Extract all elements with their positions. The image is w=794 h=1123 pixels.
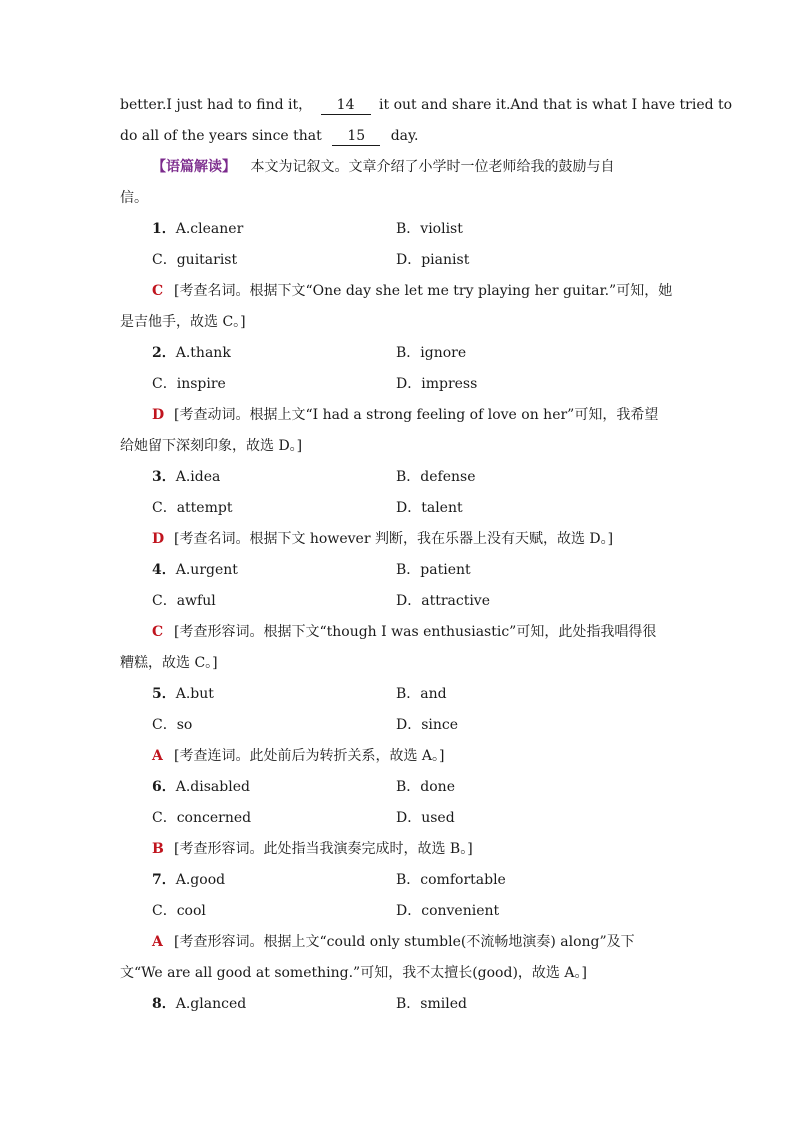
option-b: B．comfortable (396, 872, 506, 888)
passage-text: better.I just had to find it， (120, 97, 313, 113)
option-d: D．pianist (396, 252, 470, 268)
question-list (120, 214, 674, 989)
question-number: 4． (152, 562, 176, 578)
question-5-row-ab (120, 679, 674, 710)
blank-14: 14 (321, 96, 371, 115)
option-b: B．defense (396, 469, 476, 485)
explanation-line (120, 927, 674, 958)
option-a: 2．A.thank (152, 345, 231, 361)
option-b: B．smiled (396, 996, 467, 1012)
option-b: B．violist (396, 221, 463, 237)
explanation-line-continued (120, 431, 674, 462)
option-c: C．cool (152, 903, 206, 919)
question-4-row-ab (120, 555, 674, 586)
analysis-text: 信。 (120, 190, 148, 206)
explanation-line (120, 524, 674, 555)
option-d: D．attractive (396, 593, 491, 609)
option-b: B．and (396, 686, 447, 702)
question-number: 2． (152, 345, 176, 361)
option-d: D．convenient (396, 903, 500, 919)
option-b: B．patient (396, 562, 471, 578)
option-d: D．used (396, 810, 455, 826)
explanation-text: [考查形容词。根据下文“though I was enthusiastic”可知，此处指我唱得很 (174, 624, 657, 640)
option-a: 3．A.idea (152, 469, 221, 485)
passage-text: it out and share it.And that is what I have tried to (379, 97, 733, 113)
question-number: 7． (152, 872, 176, 888)
option-b: B．ignore (396, 345, 467, 361)
explanation-text: 给她留下深刻印象，故选 D。] (120, 438, 303, 454)
explanation-line (120, 617, 674, 648)
explanation-line-continued (120, 307, 674, 338)
question-7-row-ab (120, 865, 674, 896)
explanation-line (120, 834, 674, 865)
answer-letter: D (152, 407, 165, 423)
option-a: 5．A.but (152, 686, 214, 702)
explanation-text: 是吉他手，故选 C。] (120, 314, 246, 330)
question-1-row-cd (120, 245, 674, 276)
question-6-row-cd (120, 803, 674, 834)
question-3-row-cd (120, 493, 674, 524)
option-c: C．concerned (152, 810, 252, 826)
explanation-line (120, 400, 674, 431)
answer-letter: A (152, 748, 163, 764)
question-7-row-cd (120, 896, 674, 927)
option-a: 8．A.glanced (152, 996, 247, 1012)
explanation-text: [考查连词。此处前后为转折关系，故选 A。] (174, 748, 445, 764)
question-3-row-ab (120, 462, 674, 493)
blank-15: 15 (332, 127, 380, 146)
question-number: 6． (152, 779, 176, 795)
explanation-text: [考查形容词。此处指当我演奏完成时，故选 B。] (174, 841, 473, 857)
question-4-row-cd (120, 586, 674, 617)
question-number: 3． (152, 469, 176, 485)
option-b: B．done (396, 779, 455, 795)
explanation-text: 糟糕，故选 C。] (120, 655, 218, 671)
passage-text: do all of the years since that (120, 128, 322, 144)
explanation-text: [考查形容词。根据上文“could only stumble(不流畅地演奏) along”及下 (174, 934, 635, 950)
passage-line-1 (120, 90, 733, 121)
question-2-row-ab (120, 338, 674, 369)
question-1-row-ab (120, 214, 674, 245)
option-a: 1．A.cleaner (152, 221, 244, 237)
document-page (120, 90, 733, 1020)
passage-line-2 (120, 121, 674, 152)
option-c: C．attempt (152, 500, 233, 516)
option-c: C．guitarist (152, 252, 238, 268)
option-d: D．impress (396, 376, 478, 392)
answer-letter: A (152, 934, 163, 950)
option-c: C．awful (152, 593, 216, 609)
option-c: C．so (152, 717, 193, 733)
explanation-text: [考查名词。根据下文“One day she let me try playing her guitar.”可知，她 (174, 283, 673, 299)
analysis-tag: 【语篇解读】 (152, 159, 236, 175)
explanation-text: [考查动词。根据上文“I had a strong feeling of love on her”可知，我希望 (174, 407, 659, 423)
analysis-text: 本文为记叙文。文章介绍了小学时一位老师给我的鼓励与自 (250, 159, 615, 175)
question-8-row-ab (120, 989, 674, 1020)
answer-letter: B (152, 841, 164, 857)
passage-text: day. (390, 128, 419, 144)
answer-letter: C (152, 283, 164, 299)
question-number: 5． (152, 686, 176, 702)
option-d: D．since (396, 717, 459, 733)
question-number: 1． (152, 221, 176, 237)
option-a: 4．A.urgent (152, 562, 238, 578)
question-2-row-cd (120, 369, 674, 400)
explanation-text: 文“We are all good at something.”可知，我不太擅长(good)，故选 A。] (120, 965, 587, 981)
question-6-row-ab (120, 772, 674, 803)
analysis-line-1 (120, 152, 674, 183)
option-a: 6．A.disabled (152, 779, 250, 795)
analysis-line-2 (120, 183, 674, 214)
option-d: D．talent (396, 500, 463, 516)
explanation-line (120, 276, 674, 307)
explanation-line (120, 741, 674, 772)
explanation-text: [考查名词。根据下文 however 判断，我在乐器上没有天赋，故选 D。] (174, 531, 614, 547)
answer-letter: D (152, 531, 165, 547)
question-5-row-cd (120, 710, 674, 741)
explanation-line-continued (120, 958, 674, 989)
explanation-line-continued (120, 648, 674, 679)
option-c: C．inspire (152, 376, 226, 392)
option-a: 7．A.good (152, 872, 226, 888)
answer-letter: C (152, 624, 164, 640)
